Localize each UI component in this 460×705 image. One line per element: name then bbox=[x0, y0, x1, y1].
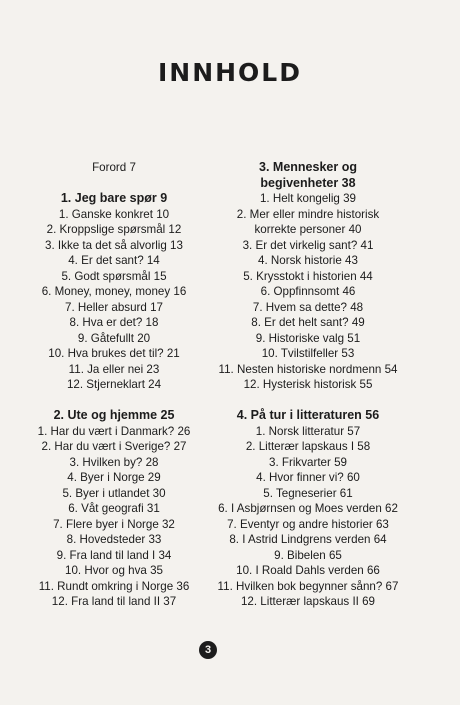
toc-entry: 1. Helt kongelig 39 bbox=[259, 192, 357, 205]
toc-entry: 7. Heller absurd 17 bbox=[65, 300, 163, 314]
toc-entry: 4. Er det sant? 14 bbox=[68, 254, 160, 267]
toc-section-heading: 1. Jeg bare spør 9 bbox=[60, 191, 168, 205]
section-spacer bbox=[28, 393, 200, 409]
toc-entry: 3. Er det virkelig sant? 41 bbox=[242, 238, 374, 252]
toc-entry: 6. I Asbjørnsen og Moes verden 62 bbox=[218, 502, 398, 515]
toc-entry: 2. Kroppslige spørsmål 12 bbox=[46, 223, 182, 236]
toc-entry: 11. Ja eller nei 23 bbox=[68, 362, 160, 376]
toc-entry: 12. Litterær lapskaus II 69 bbox=[240, 595, 376, 608]
section-spacer bbox=[28, 176, 200, 192]
toc-entry: 2. Litterær lapskaus I 58 bbox=[245, 440, 371, 453]
toc-entry: 2. Mer eller mindre historisk bbox=[236, 207, 380, 221]
toc-entry: 12. Fra land til land II 37 bbox=[51, 595, 177, 608]
page-number-badge: 3 bbox=[199, 641, 217, 659]
toc-entry: 11. Hvilken bok begynner sånn? 67 bbox=[217, 579, 399, 593]
toc-entry: 4. Hvor finner vi? 60 bbox=[256, 471, 360, 484]
toc-entry: 5. Godt spørsmål 15 bbox=[61, 269, 167, 283]
toc-right-column bbox=[205, 160, 411, 610]
toc-entry: 12. Stjerneklart 24 bbox=[66, 378, 162, 391]
page-title: INNHOLD bbox=[157, 58, 302, 87]
toc-entry: 9. Gåtefullt 20 bbox=[77, 331, 151, 345]
toc-entry: 5. Krysstokt i historien 44 bbox=[243, 269, 373, 283]
toc-entry: 8. Hva er det? 18 bbox=[69, 316, 159, 329]
toc-entry: 1. Har du vært i Danmark? 26 bbox=[37, 424, 191, 438]
toc-entry: 3. Ikke ta det så alvorlig 13 bbox=[45, 238, 183, 252]
section-spacer bbox=[205, 393, 411, 409]
toc-entry: 11. Nesten historiske nordmenn 54 bbox=[218, 362, 398, 376]
toc-section-heading: 4. På tur i litteraturen 56 bbox=[236, 408, 380, 422]
toc-entry: 7. Flere byer i Norge 32 bbox=[53, 517, 175, 531]
toc-entry: 6. Oppfinnsomt 46 bbox=[260, 285, 356, 298]
toc-entry: 3. Frikvarter 59 bbox=[269, 455, 347, 469]
toc-entry: 4. Byer i Norge 29 bbox=[67, 471, 161, 484]
toc-entry: 11. Rundt omkring i Norge 36 bbox=[38, 579, 190, 593]
toc-entry: 7. Eventyr og andre historier 63 bbox=[227, 517, 389, 531]
toc-entry: 8. Hovedsteder 33 bbox=[66, 533, 162, 546]
toc-entry: 2. Har du vært i Sverige? 27 bbox=[41, 440, 187, 453]
toc-entry: 5. Tegneserier 61 bbox=[263, 486, 353, 500]
toc-entry: 1. Ganske konkret 10 bbox=[58, 207, 170, 221]
toc-entry: 12. Hysterisk historisk 55 bbox=[243, 378, 373, 391]
toc-section-heading: 2. Ute og hjemme 25 bbox=[53, 408, 175, 422]
toc-left-column bbox=[28, 160, 200, 610]
toc-entry: 10. Hvor og hva 35 bbox=[65, 564, 163, 577]
toc-entry: Forord 7 bbox=[92, 161, 136, 174]
toc-entry: 10. Tvilstilfeller 53 bbox=[261, 347, 355, 360]
toc-entry: 9. Bibelen 65 bbox=[274, 548, 342, 562]
toc-entry: 5. Byer i utlandet 30 bbox=[62, 486, 166, 500]
toc-entry: 8. I Astrid Lindgrens verden 64 bbox=[229, 533, 387, 546]
toc-entry: 4. Norsk historie 43 bbox=[258, 254, 358, 267]
toc-entry: 7. Hvem sa dette? 48 bbox=[252, 300, 364, 314]
toc-entry: 9. Fra land til land I 34 bbox=[56, 548, 172, 562]
toc-entry: 6. Våt geografi 31 bbox=[68, 502, 160, 515]
toc-entry: 10. I Roald Dahls verden 66 bbox=[236, 564, 380, 577]
toc-section-heading: 3. Mennesker og bbox=[259, 160, 357, 174]
toc-entry: korrekte personer 40 bbox=[254, 223, 362, 236]
toc-section-heading: begivenheter 38 bbox=[260, 175, 356, 190]
toc-entry: 9. Historiske valg 51 bbox=[255, 331, 361, 345]
toc-entry: 3. Hvilken by? 28 bbox=[69, 455, 159, 469]
toc-entry: 1. Norsk litteratur 57 bbox=[255, 424, 361, 438]
toc-entry: 10. Hva brukes det til? 21 bbox=[48, 347, 180, 360]
toc-entry: 8. Er det helt sant? 49 bbox=[251, 316, 365, 329]
toc-entry: 6. Money, money, money 16 bbox=[41, 285, 187, 298]
